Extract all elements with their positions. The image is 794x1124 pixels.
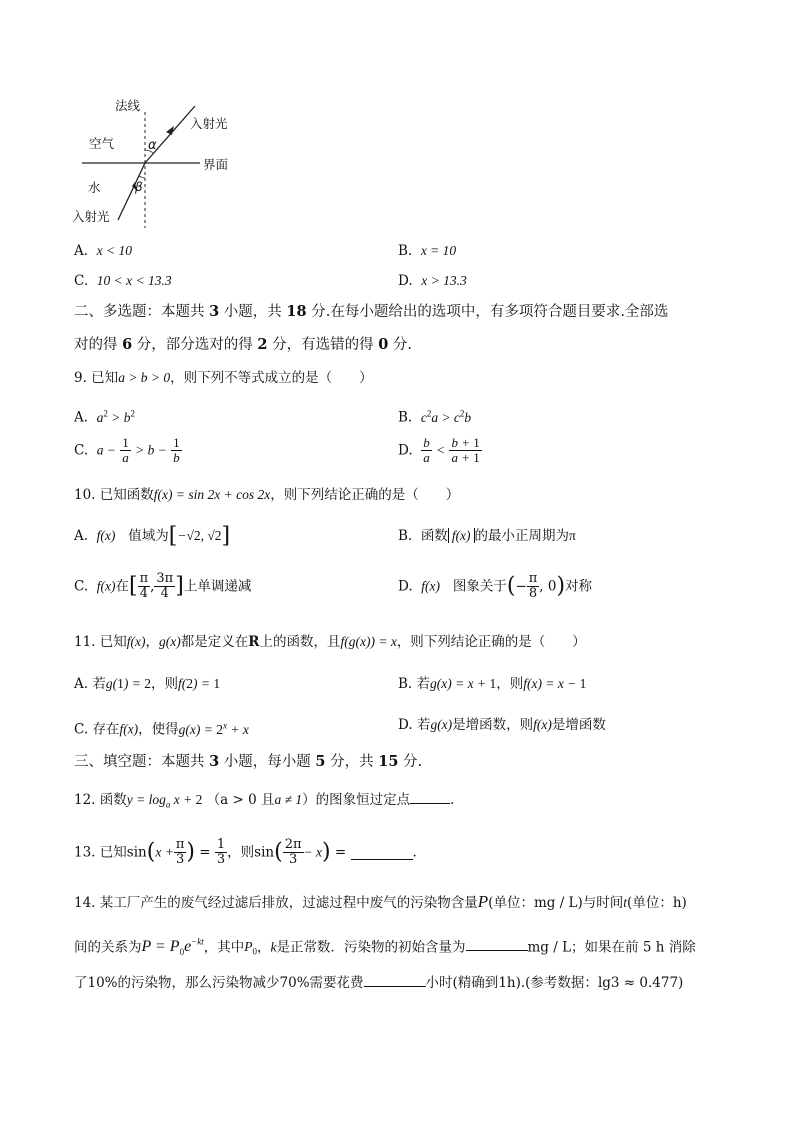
q9-stem: 9. 已知a > b > 0，则下列不等式成立的是（ ）: [74, 370, 373, 386]
q11-option-b[interactable]: B. 若g(x) = x + 1，则f(x) = x − 1: [398, 676, 587, 692]
q8-option-a[interactable]: A. x < 10: [74, 243, 132, 259]
q10-stem: 10. 已知函数f(x) = sin 2x + cos 2x，则下列结论正确的是（ ）: [74, 487, 460, 503]
q9-option-d[interactable]: D. $\frac{b}{a}$ < $\frac{b + 1}{a + 1}$: [398, 435, 480, 465]
q9-option-a[interactable]: A. $a^2 > b^2$: [74, 408, 136, 426]
interface-label: 界面: [203, 157, 229, 172]
q12-answer-blank[interactable]: [410, 789, 450, 804]
incident-bottom-label: 入射光: [72, 209, 110, 224]
q13-answer-blank[interactable]: [351, 845, 413, 860]
beta-label: β: [135, 180, 143, 194]
arrow-top-icon: [166, 126, 174, 135]
q8-option-b[interactable]: B. x = 10: [398, 243, 457, 259]
q11-option-a[interactable]: A. 若g(1) = 2，则f(2) = 1: [74, 676, 221, 692]
q11-option-c[interactable]: C. 存在f(x)，使得$g(x) = 2^x + x$: [74, 720, 249, 738]
q10-option-b[interactable]: B. 函数 f(x) 的最小正周期为π: [398, 528, 576, 544]
q10-option-d[interactable]: D. f(x) 图象关于(− $\frac{\pi}{8}$ , 0)对称: [398, 571, 593, 601]
q10-option-c[interactable]: C. f(x)在[ $\frac{\pi}{4}$ , $\frac{3\pi}{4}$ ]上单调递减: [74, 571, 252, 601]
q13-stem: 13. 已知sin(x + $\frac{\pi}{3}$ ) = $\frac{1}{3}$ ，则sin( $\frac{2\pi}{3}$ − x) = .: [74, 837, 417, 867]
q12-stem: 12. 函数$y = \log_a x + 2$ （a > 0 且a ≠ 1）的图象恒过定点 .: [74, 789, 454, 814]
section2-line1: 二、多选题：本题共 3 小题，共 18 分.在每小题给出的选项中，有多项符合题目要求.全部选: [74, 303, 669, 320]
q14-initial-blank[interactable]: [466, 936, 528, 951]
q8-option-c[interactable]: C. 10 < x < 13.3: [74, 273, 172, 289]
beta-arc: [139, 176, 145, 178]
alpha-label: α: [148, 138, 157, 153]
q14-line1: 14. 某工厂产生的废气经过滤后排放，过滤过程中废气的污染物含量P(单位：mg / L)与时间t(单位：h): [74, 892, 687, 911]
q14-hours-blank[interactable]: [364, 972, 426, 987]
q14-line2: 间的关系为$P = P_0e^{-kt}$，其中$P_0$，k是正常数．污染物的初始含量为 mg / L；如果在前 5 h 消除: [74, 937, 696, 958]
q8-option-d[interactable]: D. x > 13.3: [398, 273, 467, 289]
q9-option-b[interactable]: B. $c^2a > c^2b$: [398, 408, 472, 426]
section2-line2: 对的得 6 分，部分选对的得 2 分，有选错的得 0 分.: [74, 336, 413, 353]
q9-option-c[interactable]: C. a − $\frac{1}{a}$ > b − $\frac{1}{b}$: [74, 435, 180, 465]
q11-stem: 11. 已知f(x)，g(x)都是定义在R上的函数，且f(g(x)) = x，则下列结论正确的是（ ）: [74, 634, 586, 650]
q14-line3: 了10%的污染物，那么污染物减少70%需要花费 小时(精确到1h).(参考数据：lg3 ≈ 0.477): [74, 972, 683, 992]
incident-top-label: 入射光: [190, 116, 228, 131]
air-label: 空气: [89, 136, 115, 151]
water-label: 水: [88, 180, 101, 195]
section3-header: 三、填空题：本题共 3 小题，每小题 5 分，共 15 分.: [74, 753, 423, 770]
incident-ray-top: [145, 106, 195, 163]
normal-label: 法线: [115, 98, 141, 113]
q11-option-d[interactable]: D. 若g(x)是增函数，则f(x)是增函数: [398, 717, 606, 733]
q10-option-a[interactable]: A. f(x) 值域为[−√2, √2]: [74, 523, 231, 549]
